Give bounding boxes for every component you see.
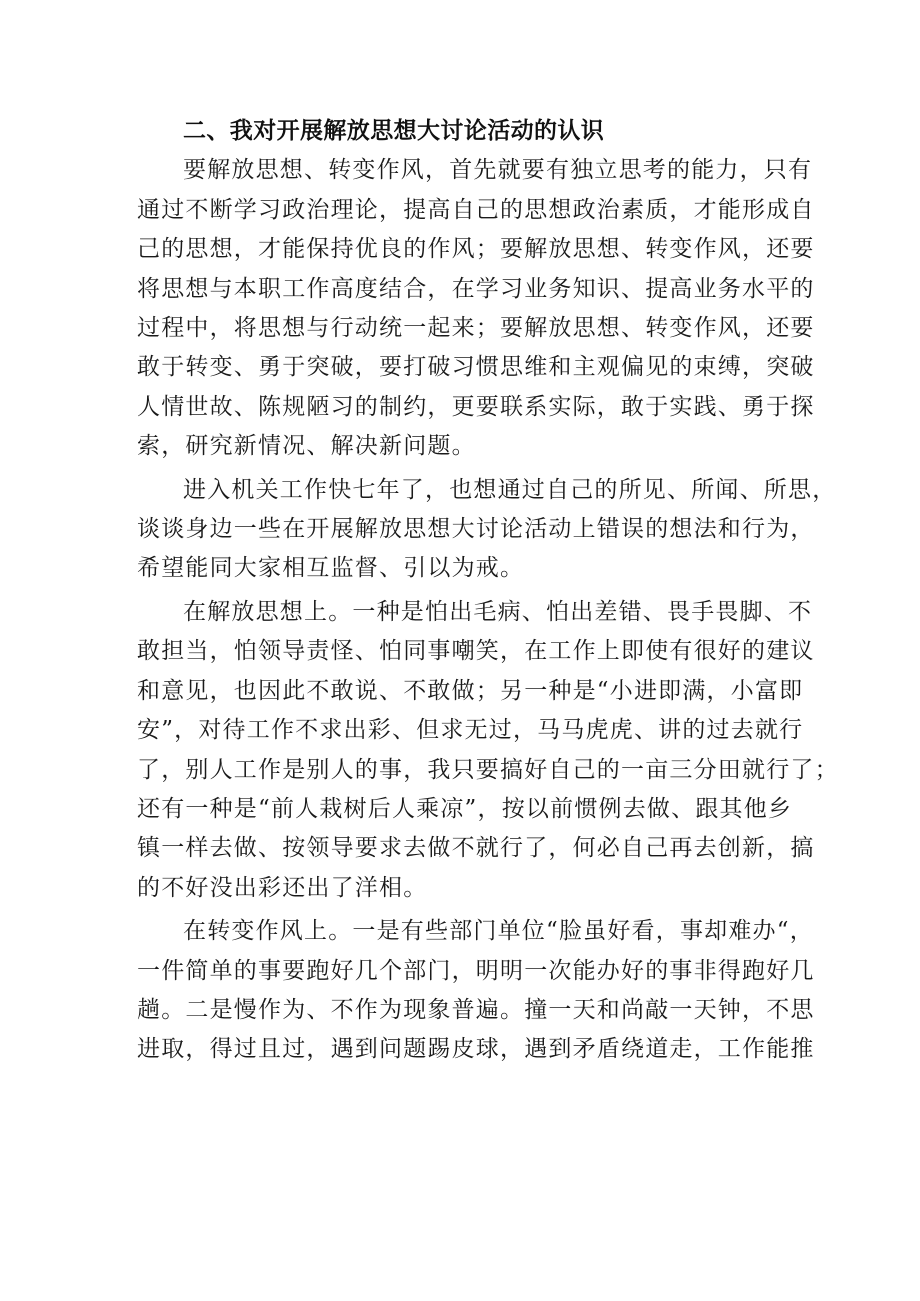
paragraph-line: 索，研究新情况、解决新问题。 <box>137 433 476 460</box>
paragraph-line: 谈谈身边一些在开展解放思想大讨论活动上错误的想法和行为， <box>137 516 815 543</box>
paragraph-line: 安”，对待工作不求出彩、但求无过，马马虎虎、讲的过去就行 <box>137 717 804 744</box>
paragraph-line: 了，别人工作是别人的事，我只要搞好自己的一亩三分田就行了； <box>137 756 839 783</box>
paragraph-line: 过程中，将思想与行动统一起来；要解放思想、转变作风，还要 <box>137 315 815 342</box>
paragraph <box>137 471 837 589</box>
paragraph <box>137 151 815 466</box>
paragraph-line: 希望能同大家相互监督、引以为戒。 <box>137 555 525 582</box>
paragraph-line: 在解放思想上。一种是怕出毛病、怕出差错、畏手畏脚、不 <box>183 598 813 625</box>
paragraph-container <box>137 151 839 1069</box>
paragraph-line: 要解放思想、转变作风，首先就要有独立思考的能力，只有 <box>183 157 813 184</box>
paragraph-line: 敢于转变、勇于突破，要打破习惯思维和主观偏见的束缚，突破 <box>137 354 815 381</box>
paragraph-line: 通过不断学习政治理论，提高自己的思想政治素质，才能形成自 <box>137 196 815 223</box>
paragraph-line: 己的思想，才能保持优良的作风；要解放思想、转变作风，还要 <box>137 236 815 263</box>
paragraph-line: 在转变作风上。一是有些部门单位“脸虽好看，事却难办“， <box>183 918 814 945</box>
paragraph-line: 的不好没出彩还出了洋相。 <box>137 874 428 901</box>
paragraph-line: 敢担当，怕领导责怪、怕同事嘲笑，在工作上即使有很好的建议 <box>137 638 815 665</box>
paragraph-line: 趟。二是慢作为、不作为现象普遍。撞一天和尚敲一天钟，不思 <box>137 996 815 1023</box>
section-heading: 二、我对开展解放思想大讨论活动的认识 <box>183 118 605 144</box>
paragraph-line: 还有一种是“前人栽树后人乘凉”，按以前惯例去做、跟其他乡 <box>137 795 793 822</box>
document-body <box>137 112 839 1074</box>
paragraph-line: 人情世故、陈规陋习的制约，更要联系实际，敢于实践、勇于探 <box>137 393 815 420</box>
paragraph-line: 将思想与本职工作高度结合，在学习业务知识、提高业务水平的 <box>137 275 815 302</box>
paragraph-line: 进入机关工作快七年了，也想通过自己的所见、所闻、所思， <box>183 476 837 503</box>
paragraph-line: 进取，得过且过，遇到问题踢皮球，遇到矛盾绕道走，工作能推 <box>137 1036 815 1063</box>
paragraph-line: 和意见，也因此不敢说、不敢做；另一种是“小进即满，小富即 <box>137 677 804 704</box>
paragraph-line: 一件简单的事要跑好几个部门，明明一次能办好的事非得跑好几 <box>137 957 815 984</box>
paragraph <box>137 593 839 908</box>
paragraph <box>137 912 815 1070</box>
paragraph-line: 镇一样去做、按领导要求去做不就行了，何必自己再去创新，搞 <box>137 835 815 862</box>
